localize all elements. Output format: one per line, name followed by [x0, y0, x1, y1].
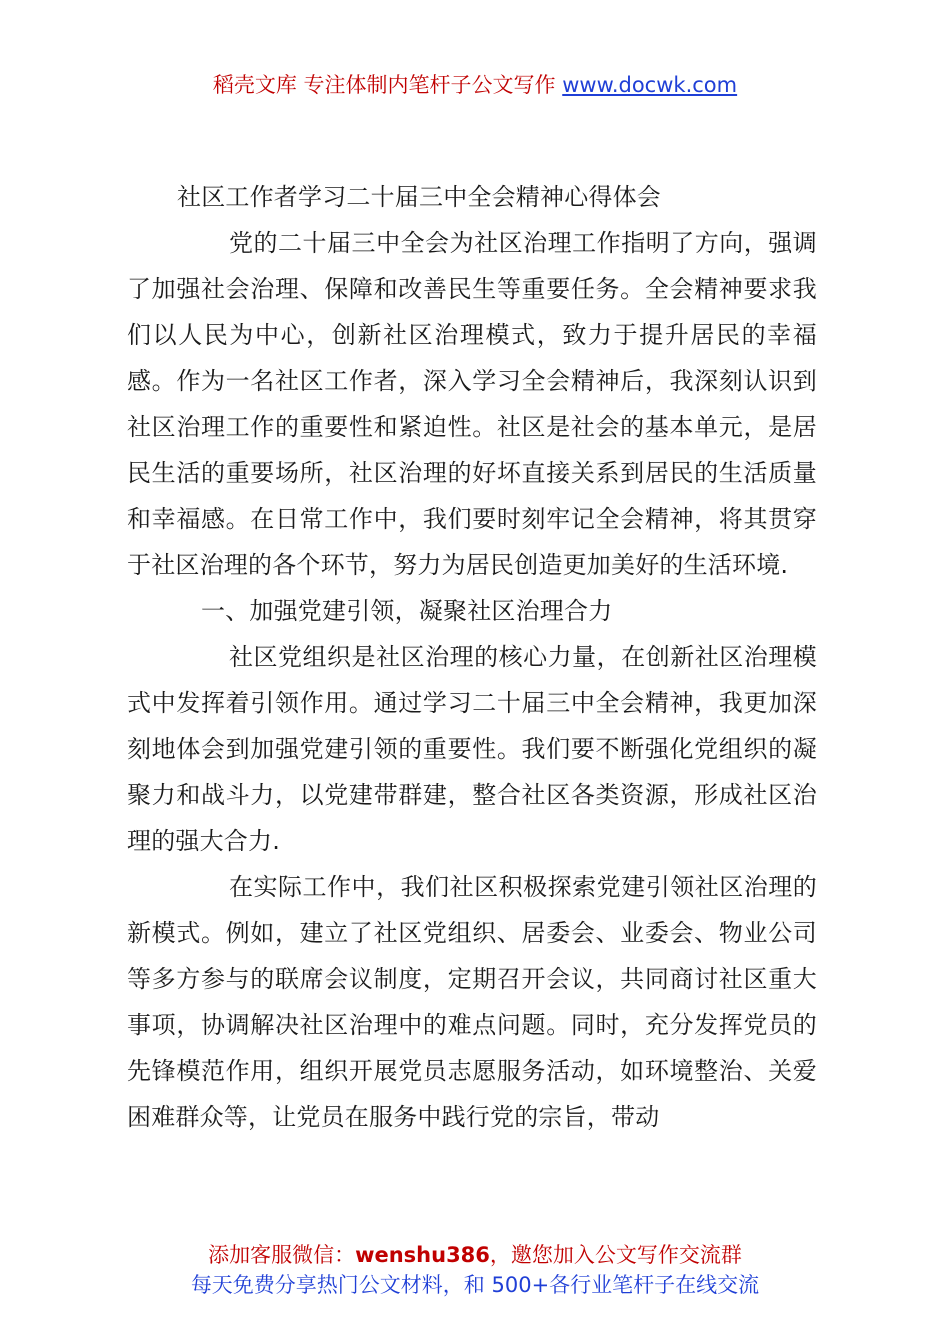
page-header	[0, 70, 950, 100]
header-site-link[interactable]: www.docwk.com	[562, 73, 738, 97]
document-body	[127, 174, 817, 1140]
intro-paragraph: 党的二十届三中全会为社区治理工作指明了方向，强调了加强社会治理、保障和改善民生等重要任务。全会精神要求我们以人民为中心，创新社区治理模式，致力于提升居民的幸福感。作为一名社区工作者，深入学习全会精神后，我深刻认识到社区治理工作的重要性和紧迫性。社区是社会的基本单元，是居民生活的重要场所，社区治理的好坏直接关系到居民的生活质量和幸福感。在日常工作中，我们要时刻牢记全会精神，将其贯穿于社区治理的各个环节，努力为居民创造更加美好的生活环境.	[127, 229, 817, 579]
section-heading-1: 一、加强党建引领，凝聚社区治理合力	[201, 597, 613, 625]
section1-paragraph-2: 在实际工作中，我们社区积极探索党建引领社区治理的新模式。例如，建立了社区党组织、居委会、业委会、物业公司等多方参与的联席会议制度，定期召开会议，共同商讨社区重大事项，协调解决社区治理中的难点问题。同时，充分发挥党员的先锋模范作用，组织开展党员志愿服务活动，如环境整治、关爱困难群众等，让党员在服务中践行党的宗旨，带动	[127, 873, 817, 1131]
footer-wechat-line	[0, 1240, 950, 1270]
footer-promo-line: 每天免费分享热门公文材料，和 500+各行业笔杆子在线交流	[190, 1273, 760, 1297]
footer-wechat-prefix: 添加客服微信：	[208, 1243, 356, 1267]
section1-paragraph-1: 社区党组织是社区治理的核心力量，在创新社区治理模式中发挥着引领作用。通过学习二十届三中全会精神，我更加深刻地体会到加强党建引领的重要性。我们要不断强化党组织的凝聚力和战斗力，以党建带群建，整合社区各类资源，形成社区治理的强大合力.	[127, 643, 817, 855]
footer-wechat-suffix: ，邀您加入公文写作交流群	[489, 1243, 742, 1267]
page-footer	[0, 1240, 950, 1300]
footer-wechat-id: wenshu386	[355, 1243, 490, 1267]
header-brand-text: 稻壳文库 专注体制内笔杆子公文写作	[212, 73, 563, 97]
document-title: 社区工作者学习二十届三中全会精神心得体会	[177, 183, 661, 211]
